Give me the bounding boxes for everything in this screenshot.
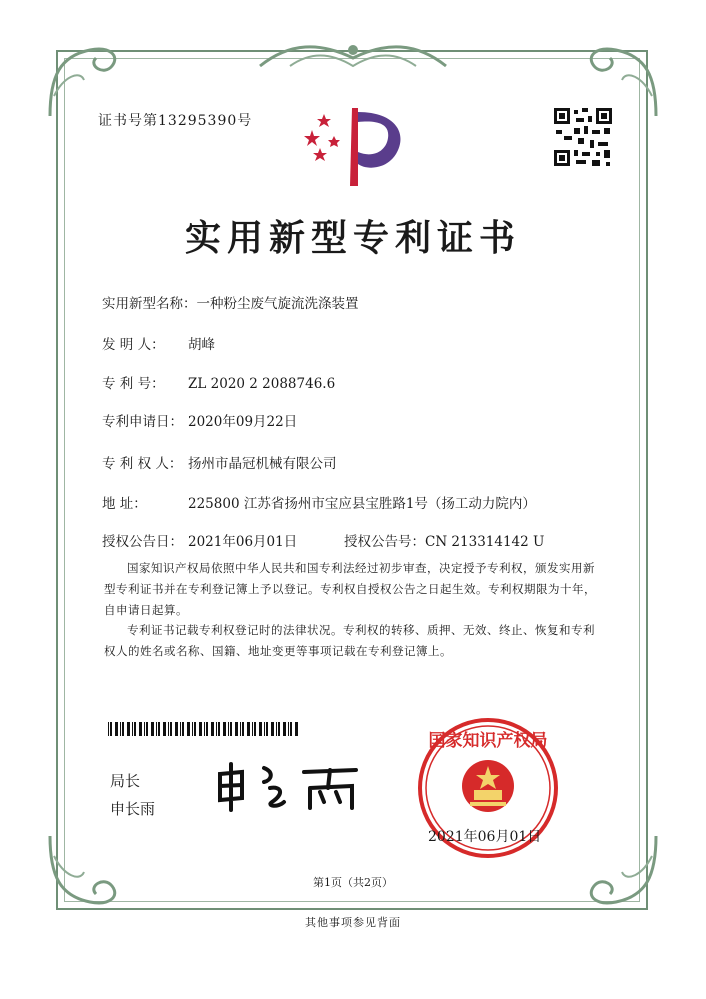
- ornament-bottom-right: [576, 826, 666, 916]
- field-value: 225800 江苏省扬州市宝应县宝胜路1号（扬工动力院内）: [188, 496, 536, 512]
- certificate-title: 实用新型专利证书: [184, 217, 521, 259]
- field-grant-number: [344, 530, 544, 550]
- field-label: 授权公告日：: [102, 534, 183, 550]
- field-utility-model-name: [102, 292, 359, 312]
- field-label: 专 利 权 人：: [102, 456, 183, 472]
- body-paragraph-1: 国家知识产权局依照中华人民共和国专利法经过初步审查，决定授予专利权，颁发实用新型专利证书并在专利登记簿上予以登记。专利权自授权公告之日起生效。专利权期限为十年，自申请日起算。: [104, 561, 596, 617]
- field-label: 授权公告号：: [344, 534, 425, 550]
- field-value: 扬州市晶冠机械有限公司: [188, 456, 337, 472]
- director-signature: [212, 758, 362, 814]
- ornament-top-center: [250, 36, 456, 76]
- director-name: 申长雨: [110, 800, 156, 818]
- footer-note: 其他事项参见背面: [305, 916, 401, 929]
- patent-office-logo: [300, 104, 412, 190]
- field-value: 一种粉尘废气旋流洗涤装置: [196, 296, 359, 312]
- field-value: 2020年09月22日: [188, 414, 298, 430]
- field-label: 专 利 号：: [102, 376, 165, 392]
- field-value: 胡峰: [188, 337, 215, 353]
- field-label: 发 明 人：: [102, 337, 165, 353]
- seal-text: 国家知识产权局: [428, 731, 548, 751]
- field-label: 实用新型名称：: [102, 296, 197, 312]
- field-filing-date: [102, 410, 297, 430]
- field-value: ZL 2020 2 2088746.6: [188, 376, 336, 392]
- field-address: [102, 492, 536, 512]
- barcode: [108, 722, 298, 736]
- director-title: 局长: [110, 772, 141, 790]
- field-patent-number: [102, 372, 335, 392]
- body-paragraph-2: 专利证书记载专利权登记时的法律状况。专利权的转移、质押、无效、终止、恢复和专利权人的姓名或名称、国籍、地址变更等事项记载在专利登记簿上。: [104, 623, 595, 658]
- field-inventor: [102, 333, 215, 353]
- ornament-bottom-left: [40, 826, 130, 916]
- field-label: 专利申请日：: [102, 414, 183, 430]
- page-number: 第1页（共2页）: [313, 876, 393, 889]
- certificate-number: 证书号第13295390号: [98, 113, 253, 129]
- field-value: CN 213314142 U: [425, 534, 545, 550]
- field-grant-date: [102, 530, 297, 550]
- field-patentee: [102, 452, 337, 472]
- field-label: 地 址：: [102, 496, 147, 512]
- seal-date: 2021年06月01日: [428, 829, 542, 845]
- field-value: 2021年06月01日: [188, 534, 298, 550]
- qr-code-icon: [552, 106, 614, 168]
